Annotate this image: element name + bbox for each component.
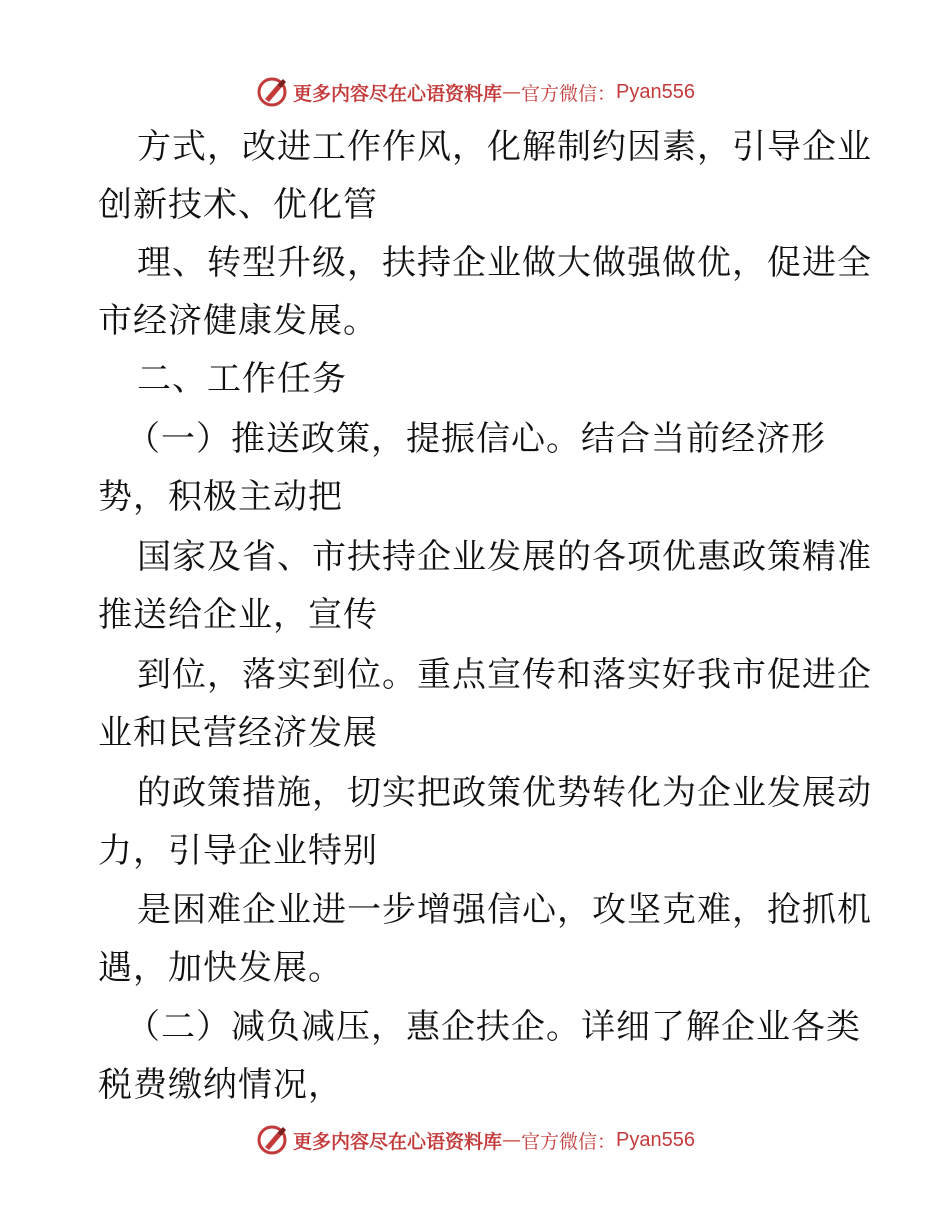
header-banner-title: 更多内容尽在心语资料库 xyxy=(293,82,503,105)
header-banner-contact-label: 官方微信： xyxy=(521,82,617,105)
section-heading: 二、工作任务 xyxy=(137,359,347,399)
body-line: 税费缴纳情况， xyxy=(98,1065,343,1105)
body-line: 的政策措施，切实把政策优势转化为企业发展动 xyxy=(137,773,872,813)
body-line: （一）推送政策，提振信心。结合当前经济形 xyxy=(126,419,826,459)
body-line: 是困难企业进一步增强信心，攻坚克难，抢抓机 xyxy=(137,890,872,930)
footer-banner-title: 更多内容尽在心语资料库 xyxy=(293,1130,503,1153)
header-banner-separator: — xyxy=(502,81,522,103)
body-line: 业和民营经济发展 xyxy=(98,713,378,753)
footer-banner xyxy=(0,1120,950,1160)
footer-banner-contact-label: 官方微信： xyxy=(521,1130,617,1153)
pen-circle-logo-icon xyxy=(255,1123,289,1157)
body-line: 到位，落实到位。重点宣传和落实好我市促进企 xyxy=(137,655,872,695)
footer-banner-separator: — xyxy=(502,1129,522,1151)
footer-banner-contact-id: Pyan556 xyxy=(616,1128,695,1151)
body-line: 方式，改进工作作风，化解制约因素，引导企业 xyxy=(137,127,872,167)
body-line: 推送给企业，宣传 xyxy=(98,595,378,635)
header-banner-contact-id: Pyan556 xyxy=(616,80,695,103)
body-line: 创新技术、优化管 xyxy=(98,185,378,225)
body-line: （二）减负减压，惠企扶企。详细了解企业各类 xyxy=(126,1007,861,1047)
body-line: 势，积极主动把 xyxy=(98,477,343,517)
header-banner xyxy=(0,72,950,112)
body-line: 遇，加快发展。 xyxy=(98,948,343,988)
body-line: 市经济健康发展。 xyxy=(98,301,378,341)
body-line: 国家及省、市扶持企业发展的各项优惠政策精准 xyxy=(137,537,872,577)
body-line: 理、转型升级，扶持企业做大做强做优，促进全 xyxy=(137,243,872,283)
body-line: 力，引导企业特别 xyxy=(98,831,378,871)
pen-circle-logo-icon xyxy=(255,75,289,109)
